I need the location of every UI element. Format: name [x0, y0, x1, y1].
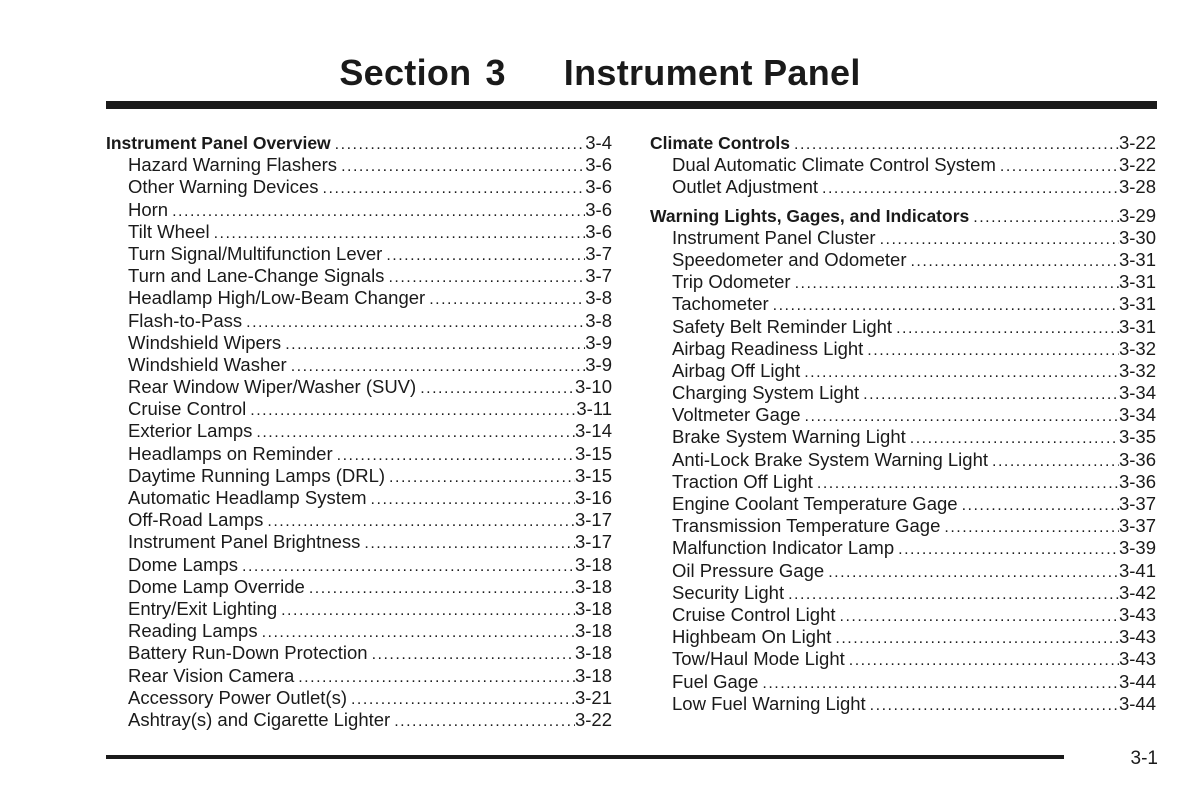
toc-entry-label: Brake System Warning Light: [672, 426, 906, 448]
toc-entry[interactable]: [650, 382, 1156, 404]
toc-entry[interactable]: [650, 227, 1156, 249]
dot-leader: [944, 517, 1119, 539]
toc-entry[interactable]: [106, 154, 612, 176]
toc-entry[interactable]: [650, 493, 1156, 515]
dot-leader: [389, 467, 575, 489]
toc-entry-label: Other Warning Devices: [128, 176, 319, 198]
toc-entry-label: Ashtray(s) and Cigarette Lighter: [128, 708, 391, 730]
toc-entry-label: Cruise Control: [128, 398, 247, 420]
toc-entry[interactable]: [106, 554, 612, 576]
toc-entry-page: 3-6: [585, 220, 612, 242]
toc-entry-page: 3-32: [1118, 359, 1156, 381]
toc-entry-page: 3-22: [1118, 132, 1156, 153]
toc-entry-page: 3-15: [574, 464, 612, 486]
toc-entry-label: Dome Lamp Override: [128, 575, 305, 597]
dot-leader: [291, 356, 586, 378]
toc-entry[interactable]: [650, 537, 1156, 559]
toc-entry[interactable]: [106, 354, 612, 376]
toc-entry-label: Speedometer and Odometer: [672, 248, 907, 270]
dot-leader: [341, 156, 585, 178]
toc-entry[interactable]: [650, 154, 1156, 176]
toc-entry-label: Traction Off Light: [672, 470, 813, 492]
toc-entry-page: 3-18: [574, 664, 612, 686]
dot-leader: [870, 695, 1119, 717]
toc-entry-label: Accessory Power Outlet(s): [128, 686, 347, 708]
dot-leader: [1000, 156, 1119, 178]
dot-leader: [804, 362, 1119, 384]
toc-entry[interactable]: [106, 310, 612, 332]
toc-entry-label: Headlamps on Reminder: [128, 442, 333, 464]
toc-entry-page: 3-18: [574, 553, 612, 575]
toc-entry-page: 3-39: [1118, 537, 1156, 559]
toc-entry-page: 3-28: [1118, 176, 1156, 198]
toc-entry-label: Daytime Running Lamps (DRL): [128, 464, 386, 486]
toc-entry-label: Horn: [128, 198, 169, 220]
dot-leader: [309, 578, 575, 600]
section-number: 3: [485, 52, 506, 93]
toc-entry-page: 3-16: [574, 487, 612, 508]
toc-entry-page: 3-36: [1118, 448, 1156, 470]
toc-entry[interactable]: [650, 404, 1156, 426]
dot-leader: [394, 711, 575, 733]
toc-entry-label: Airbag Off Light: [672, 359, 801, 381]
toc-entry-page: 3-9: [585, 353, 612, 375]
dot-leader: [386, 245, 585, 267]
dot-leader: [896, 318, 1119, 340]
dot-leader: [962, 495, 1119, 517]
toc-entry-label: Trip Odometer: [672, 271, 791, 293]
toc-entry-page: 3-18: [574, 620, 612, 642]
dot-leader: [863, 384, 1119, 406]
dot-leader: [372, 644, 575, 666]
toc-entry-label: Voltmeter Gage: [672, 404, 801, 426]
toc-entry-page: 3-30: [1118, 226, 1156, 248]
dot-leader: [420, 378, 575, 400]
toc-entry-label: Outlet Adjustment: [672, 176, 819, 198]
dot-leader: [973, 207, 1119, 229]
toc-entry-label: Instrument Panel Overview: [106, 133, 331, 153]
toc-entry-page: 3-32: [1118, 337, 1156, 359]
toc-entry-page: 3-9: [585, 331, 612, 353]
toc-entry-label: Fuel Gage: [672, 670, 759, 692]
toc-entry-page: 3-6: [585, 176, 612, 198]
toc-entry-label: Transmission Temperature Gage: [672, 515, 941, 537]
dot-leader: [371, 489, 575, 511]
toc-entry[interactable]: [650, 693, 1156, 715]
toc-entry[interactable]: [106, 598, 612, 620]
toc-entry[interactable]: [650, 626, 1156, 648]
dot-leader: [172, 201, 585, 223]
toc-right-column: [650, 132, 1156, 715]
toc-entry-page: 3-43: [1118, 626, 1156, 648]
toc-entry[interactable]: [650, 604, 1156, 626]
toc-entry-label: Security Light: [672, 581, 785, 603]
dot-leader: [992, 451, 1119, 473]
toc-entry-label: Entry/Exit Lighting: [128, 597, 278, 619]
section-word: Section: [339, 52, 472, 93]
dot-leader: [285, 334, 585, 356]
page-number: 3-1: [1130, 748, 1158, 769]
toc-entry-page: 3-36: [1118, 470, 1156, 492]
dot-leader: [822, 178, 1119, 200]
dot-leader: [835, 628, 1119, 650]
toc-entry-page: 3-31: [1118, 315, 1156, 337]
dot-leader: [795, 273, 1119, 295]
toc-entry[interactable]: [106, 199, 612, 221]
toc-entry-label: Tow/Haul Mode Light: [672, 648, 845, 670]
toc-entry-label: Automatic Headlamp System: [128, 487, 367, 508]
toc-entry-label: Safety Belt Reminder Light: [672, 315, 893, 337]
toc-entry-label: Instrument Panel Brightness: [128, 531, 361, 553]
toc-entry-label: Engine Coolant Temperature Gage: [672, 493, 958, 514]
section-title: [0, 48, 1200, 98]
dot-leader: [298, 667, 575, 689]
dot-leader: [794, 134, 1119, 156]
toc-entry[interactable]: [650, 582, 1156, 604]
toc-entry-page: 3-10: [574, 376, 612, 398]
toc-entry[interactable]: [106, 332, 612, 354]
dot-leader: [828, 562, 1119, 584]
toc-entry[interactable]: [106, 243, 612, 265]
toc-entry[interactable]: [650, 176, 1156, 198]
toc-entry[interactable]: [106, 221, 612, 243]
toc-entry-label: Flash-to-Pass: [128, 309, 243, 331]
toc-entry[interactable]: [650, 316, 1156, 338]
toc-entry-label: Turn and Lane-Change Signals: [128, 265, 385, 287]
toc-section-heading[interactable]: [650, 205, 1156, 227]
toc-entry[interactable]: [106, 642, 612, 664]
toc-entry[interactable]: [106, 709, 612, 731]
toc-entry-page: 3-37: [1118, 515, 1156, 537]
toc-entry-label: Windshield Wipers: [128, 331, 282, 353]
toc-entry-label: Battery Run-Down Protection: [128, 642, 368, 664]
dot-leader: [388, 267, 585, 289]
toc-entry[interactable]: [106, 443, 612, 465]
toc-entry[interactable]: [650, 293, 1156, 315]
toc-entry-label: Headlamp High/Low-Beam Changer: [128, 287, 426, 309]
toc-section-heading[interactable]: [106, 132, 612, 154]
dot-leader: [214, 223, 586, 245]
footer-rule: [106, 755, 1064, 759]
toc-entry-label: Turn Signal/Multifunction Lever: [128, 242, 383, 264]
toc-entry-label: Cruise Control Light: [672, 603, 836, 625]
toc-entry[interactable]: [106, 420, 612, 442]
toc-entry-label: Dome Lamps: [128, 553, 239, 575]
toc-entry-page: 3-43: [1118, 603, 1156, 625]
toc-entry-label: Charging System Light: [672, 382, 860, 404]
dot-leader: [898, 539, 1119, 561]
toc-entry-label: Low Fuel Warning Light: [672, 692, 866, 714]
toc-entry[interactable]: [106, 665, 612, 687]
toc-entry-label: Oil Pressure Gage: [672, 559, 825, 581]
toc-entry[interactable]: [106, 465, 612, 487]
toc-entry-page: 3-31: [1118, 271, 1156, 293]
toc-entry[interactable]: [106, 509, 612, 531]
toc-entry-page: 3-41: [1118, 559, 1156, 581]
toc-entry[interactable]: [650, 271, 1156, 293]
dot-leader: [910, 428, 1119, 450]
toc-entry-page: 3-22: [1118, 154, 1156, 176]
toc-entry[interactable]: [650, 449, 1156, 471]
toc-entry-label: Rear Window Wiper/Washer (SUV): [128, 376, 417, 398]
toc-entry[interactable]: [650, 338, 1156, 360]
dot-leader: [250, 400, 576, 422]
dot-leader: [429, 289, 585, 311]
dot-leader: [880, 229, 1119, 251]
toc-entry-page: 3-34: [1118, 404, 1156, 426]
toc-section-heading[interactable]: [650, 132, 1156, 154]
dot-leader: [364, 533, 575, 555]
toc-entry-page: 3-8: [585, 309, 612, 331]
dot-leader: [762, 673, 1119, 695]
toc-entry-page: 3-17: [574, 509, 612, 531]
toc-entry-label: Off-Road Lamps: [128, 509, 264, 531]
toc-entry[interactable]: [106, 531, 612, 553]
toc-entry-page: 3-6: [585, 154, 612, 176]
toc-entry-page: 3-17: [574, 531, 612, 553]
dot-leader: [262, 622, 575, 644]
toc-entry-page: 3-7: [585, 265, 612, 287]
dot-leader: [267, 511, 575, 533]
toc-entry-label: Warning Lights, Gages, and Indicators: [650, 205, 970, 226]
toc-entry-label: Dual Automatic Climate Control System: [672, 154, 996, 176]
toc-entry-page: 3-4: [585, 132, 612, 153]
toc-entry-page: 3-43: [1118, 648, 1156, 670]
toc-entry-page: 3-31: [1118, 293, 1156, 315]
toc-entry-label: Reading Lamps: [128, 620, 258, 642]
toc-entry[interactable]: [650, 249, 1156, 271]
toc-left-column: [106, 132, 612, 731]
dot-leader: [867, 340, 1119, 362]
toc-entry[interactable]: [650, 648, 1156, 670]
toc-entry-label: Windshield Washer: [128, 353, 287, 375]
toc-entry[interactable]: [106, 487, 612, 509]
dot-leader: [805, 406, 1119, 428]
toc-entry[interactable]: [106, 287, 612, 309]
dot-leader: [246, 312, 585, 334]
toc-entry-page: 3-22: [574, 708, 612, 730]
toc-entry-label: Rear Vision Camera: [128, 664, 295, 686]
toc-entry[interactable]: [106, 576, 612, 598]
dot-leader: [910, 251, 1118, 273]
toc-entry[interactable]: [650, 671, 1156, 693]
toc-entry[interactable]: [106, 398, 612, 420]
toc-entry-label: Hazard Warning Flashers: [128, 154, 338, 176]
toc-entry[interactable]: [106, 620, 612, 642]
toc-entry-page: 3-15: [574, 442, 612, 464]
section-heading: Instrument Panel: [563, 52, 861, 93]
toc-entry[interactable]: [650, 471, 1156, 493]
toc-entry-page: 3-11: [576, 398, 612, 420]
toc-entry-page: 3-14: [574, 420, 612, 442]
dot-leader: [256, 422, 575, 444]
toc-entry[interactable]: [106, 376, 612, 398]
toc-entry-label: Tilt Wheel: [128, 220, 210, 242]
toc-entry[interactable]: [650, 360, 1156, 382]
dot-leader: [242, 556, 575, 578]
toc-entry-page: 3-44: [1118, 692, 1156, 714]
toc-entry-label: Tachometer: [672, 293, 769, 315]
toc-entry-label: Airbag Readiness Light: [672, 337, 864, 359]
dot-leader: [788, 584, 1119, 606]
dot-leader: [840, 606, 1119, 628]
toc-entry[interactable]: [650, 426, 1156, 448]
toc-entry-page: 3-6: [585, 198, 612, 220]
toc-entry[interactable]: [650, 560, 1156, 582]
toc-entry-page: 3-31: [1118, 248, 1156, 270]
toc-entry-page: 3-29: [1118, 204, 1156, 226]
dot-leader: [281, 600, 575, 622]
toc-entry[interactable]: [106, 687, 612, 709]
toc-entry-page: 3-42: [1118, 581, 1156, 603]
dot-leader: [817, 473, 1119, 495]
toc-entry-page: 3-37: [1118, 493, 1156, 514]
toc-entry-page: 3-8: [585, 287, 612, 309]
toc-entry-label: Highbeam On Light: [672, 626, 832, 648]
title-rule: [106, 101, 1157, 109]
toc-entry-page: 3-7: [585, 242, 612, 264]
dot-leader: [773, 295, 1119, 317]
toc-entry[interactable]: [650, 515, 1156, 537]
toc-entry-page: 3-18: [574, 642, 612, 664]
toc-entry-label: Climate Controls: [650, 133, 791, 153]
dot-leader: [335, 134, 586, 156]
toc-entry-label: Instrument Panel Cluster: [672, 226, 876, 248]
toc-entry-label: Exterior Lamps: [128, 420, 253, 442]
dot-leader: [351, 689, 575, 711]
toc-entry-page: 3-44: [1118, 670, 1156, 692]
toc-entry-label: Anti-Lock Brake System Warning Light: [672, 448, 988, 470]
toc-entry-page: 3-21: [574, 686, 612, 708]
toc-entry-page: 3-18: [574, 597, 612, 619]
toc-entry-page: 3-35: [1118, 426, 1156, 448]
toc-entry[interactable]: [106, 265, 612, 287]
toc-entry-page: 3-18: [574, 575, 612, 597]
toc-entry-label: Malfunction Indicator Lamp: [672, 537, 895, 559]
toc-entry[interactable]: [106, 176, 612, 198]
dot-leader: [323, 178, 586, 200]
dot-leader: [849, 650, 1119, 672]
dot-leader: [337, 445, 575, 467]
toc-entry-page: 3-34: [1118, 382, 1156, 404]
